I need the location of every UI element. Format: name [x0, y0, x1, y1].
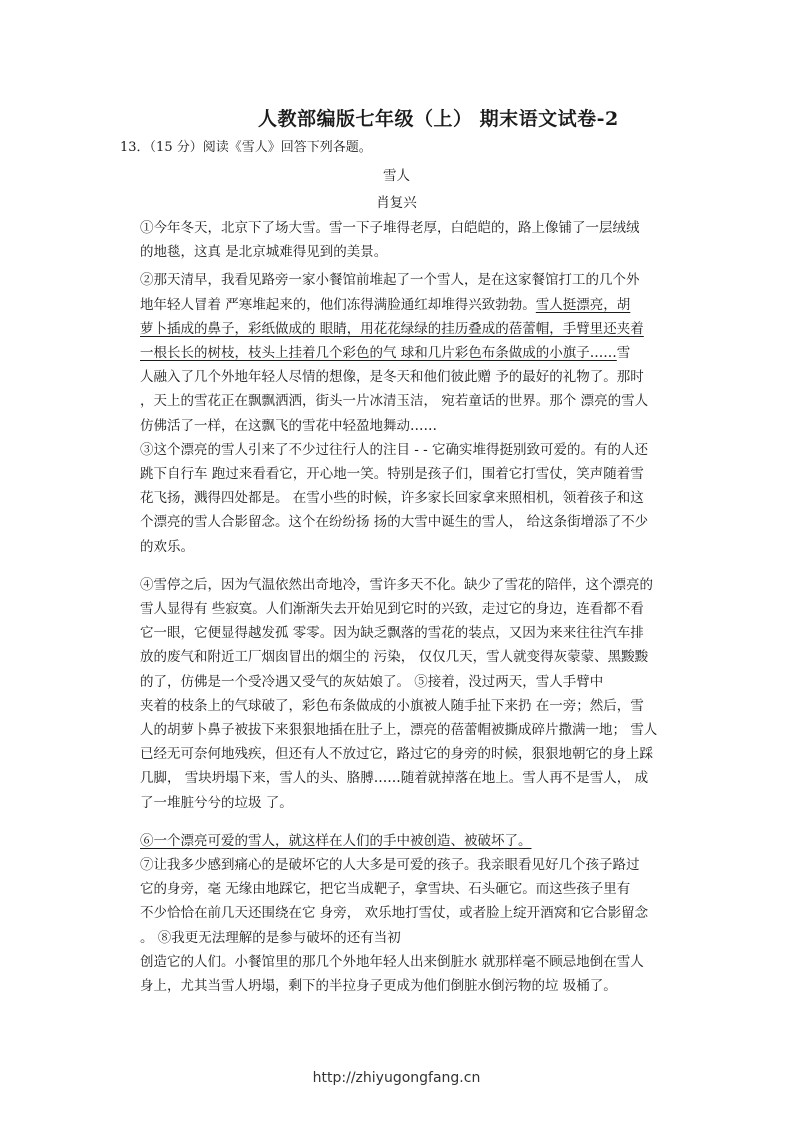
underlined-text: ⑥一个漂亮可爱的雪人，就这样在人们的手中被创造、被破坏了。: [140, 832, 532, 849]
page-title: 人教部编版七年级（上） 期末语文试卷-2: [258, 108, 619, 130]
article-body: [140, 216, 670, 998]
text-line: 的了，仿佛是一个受冷遇又受气的灰姑娘了。 ⑤接着，没过两天，雪人手臂中: [140, 673, 604, 690]
text-line: 人融入了几个外地年轻人尽情的想像，是冬天和他们彼此赠 予的最好的礼物了。那时: [140, 369, 644, 386]
text-line: 创造它的人们。小餐馆里的那几个外地年轻人出来倒脏水 就那样毫不顾忌地倒在雪人: [140, 953, 644, 970]
footer-url: http://zhiyugongfang.cn: [312, 1070, 481, 1086]
text-line: 不少恰恰在前几天还围绕在它 身旁， 欢乐地打雪仗，或者脸上绽开酒窝和它合影留念: [140, 905, 649, 922]
paragraph-7: [140, 853, 670, 998]
text-line: ②那天清早，我看见路旁一家小餐馆前堆起了一个雪人，是在这家餐馆打工的几个外: [140, 272, 640, 289]
text-line: 夹着的枝条上的气球破了，彩色布条做成的小旗被人随手扯下来扔 在一旁；然后，雪: [140, 697, 644, 714]
text-line: 仿佛活了一样，在这飘飞的雪花中轻盈地舞动……: [140, 417, 437, 434]
text-line: 的欢乐。: [140, 538, 194, 555]
paragraph-4: [140, 573, 670, 815]
text-line: 它一眼，它便显得越发孤 零零。因为缺乏飘落的雪花的装点，又因为来来往往汽车排: [140, 625, 644, 642]
underlined-text: 一根长长的树枝，枝头上挂着几个彩色的气 球和几片彩色布条做成的小旗子……: [140, 345, 617, 362]
text-line: 。 ⑧我更无法理解的是参与破坏的还有当初: [140, 929, 401, 946]
text-line: [140, 341, 670, 365]
text-line: 已经无可奈何地残疾，但还有人不放过它，路过它的身旁的时候，狠狠地朝它的身上踩: [140, 746, 653, 763]
text-line: ，天上的雪花正在飘飘洒洒，街头一片冰清玉洁， 宛若童话的世界。那个 漂亮的雪人: [140, 393, 649, 410]
article-author: 肖复兴: [376, 195, 417, 211]
text-line: 了一堆脏兮兮的垃圾 了。: [140, 794, 293, 811]
text-line: 人的胡萝卜鼻子被拔下来狠狠地插在肚子上，漂亮的蓓蕾帽被撕成碎片撒满一地； 雪人: [140, 722, 658, 739]
paragraph-2: [140, 268, 670, 437]
text-line: 的地毯，这真 是北京城难得见到的美景。: [140, 244, 388, 261]
text-line: 放的废气和附近工厂烟囱冒出的烟尘的 污染， 仅仅几天，雪人就变得灰蒙蒙、黑黢黢: [140, 649, 649, 666]
paragraph-3: [140, 438, 670, 559]
text-line: ①今年冬天，北京下了场大雪。雪一下子堆得老厚，白皑皑的，路上像铺了一层绒绒: [140, 220, 640, 236]
text-line: 跳下自行车 跑过来看看它，开心地一笑。特别是孩子们，围着它打雪仗，笑声随着雪: [140, 466, 644, 483]
underlined-text: 雪人挺漂亮，胡: [535, 296, 631, 313]
text-line: 它的身旁，毫 无缘由地踩它，把它当成靶子，拿雪块、石头砸它。而这些孩子里有: [140, 881, 631, 898]
text-line: ⑦让我多少感到痛心的是破坏它的人大多是可爱的孩子。我亲眼看见好几个孩子路过: [140, 857, 640, 874]
text-segment: 雪: [616, 345, 631, 362]
text-line: 个漂亮的雪人合影留念。这个在纷纷扬 扬的大雪中诞生的雪人， 给这条街增添了不少: [140, 514, 649, 531]
text-line: 身上，尤其当雪人坍塌，剩下的半拉身子更成为他们倒脏水倒污物的垃 圾桶了。: [140, 978, 617, 995]
text-segment: 地年轻人冒着 严寒堆起来的，他们冻得满脸通红却堆得兴致勃勃。: [140, 296, 536, 313]
underlined-text: 萝卜插成的鼻子，彩纸做成的 眼睛，用花花绿绿的挂历叠成的蓓蕾帽，手臂里还夹着: [140, 320, 644, 337]
text-line: ③这个漂亮的雪人引来了不少过往行人的注目 - - 它确实堆得挺别致可爱的。有的人还: [140, 441, 648, 458]
text-line: 雪人显得有 些寂寞。人们渐渐失去开始见到它时的兴致，走过它的身边，连看都不看: [140, 601, 644, 618]
text-line: 花飞扬，溅得四处都是。 在雪小些的时候，许多家长回家拿来照相机，领着孩子和这: [140, 490, 644, 507]
article-title: 雪人: [383, 168, 410, 184]
text-line: 几脚， 雪块坍塌下来，雪人的头、胳膊……随着就掉落在地上。雪人再不是雪人， 成: [140, 770, 649, 787]
text-line: ④雪停之后，因为气温依然出奇地冷，雪许多天不化。缺少了雪花的陪伴，这个漂亮的: [140, 576, 653, 593]
text-line: [140, 293, 670, 317]
paragraph-1: [140, 216, 670, 264]
question-header: 13．（15 分）阅读《雪人》回答下列各题。: [120, 140, 372, 155]
paragraph-6: [140, 829, 670, 853]
